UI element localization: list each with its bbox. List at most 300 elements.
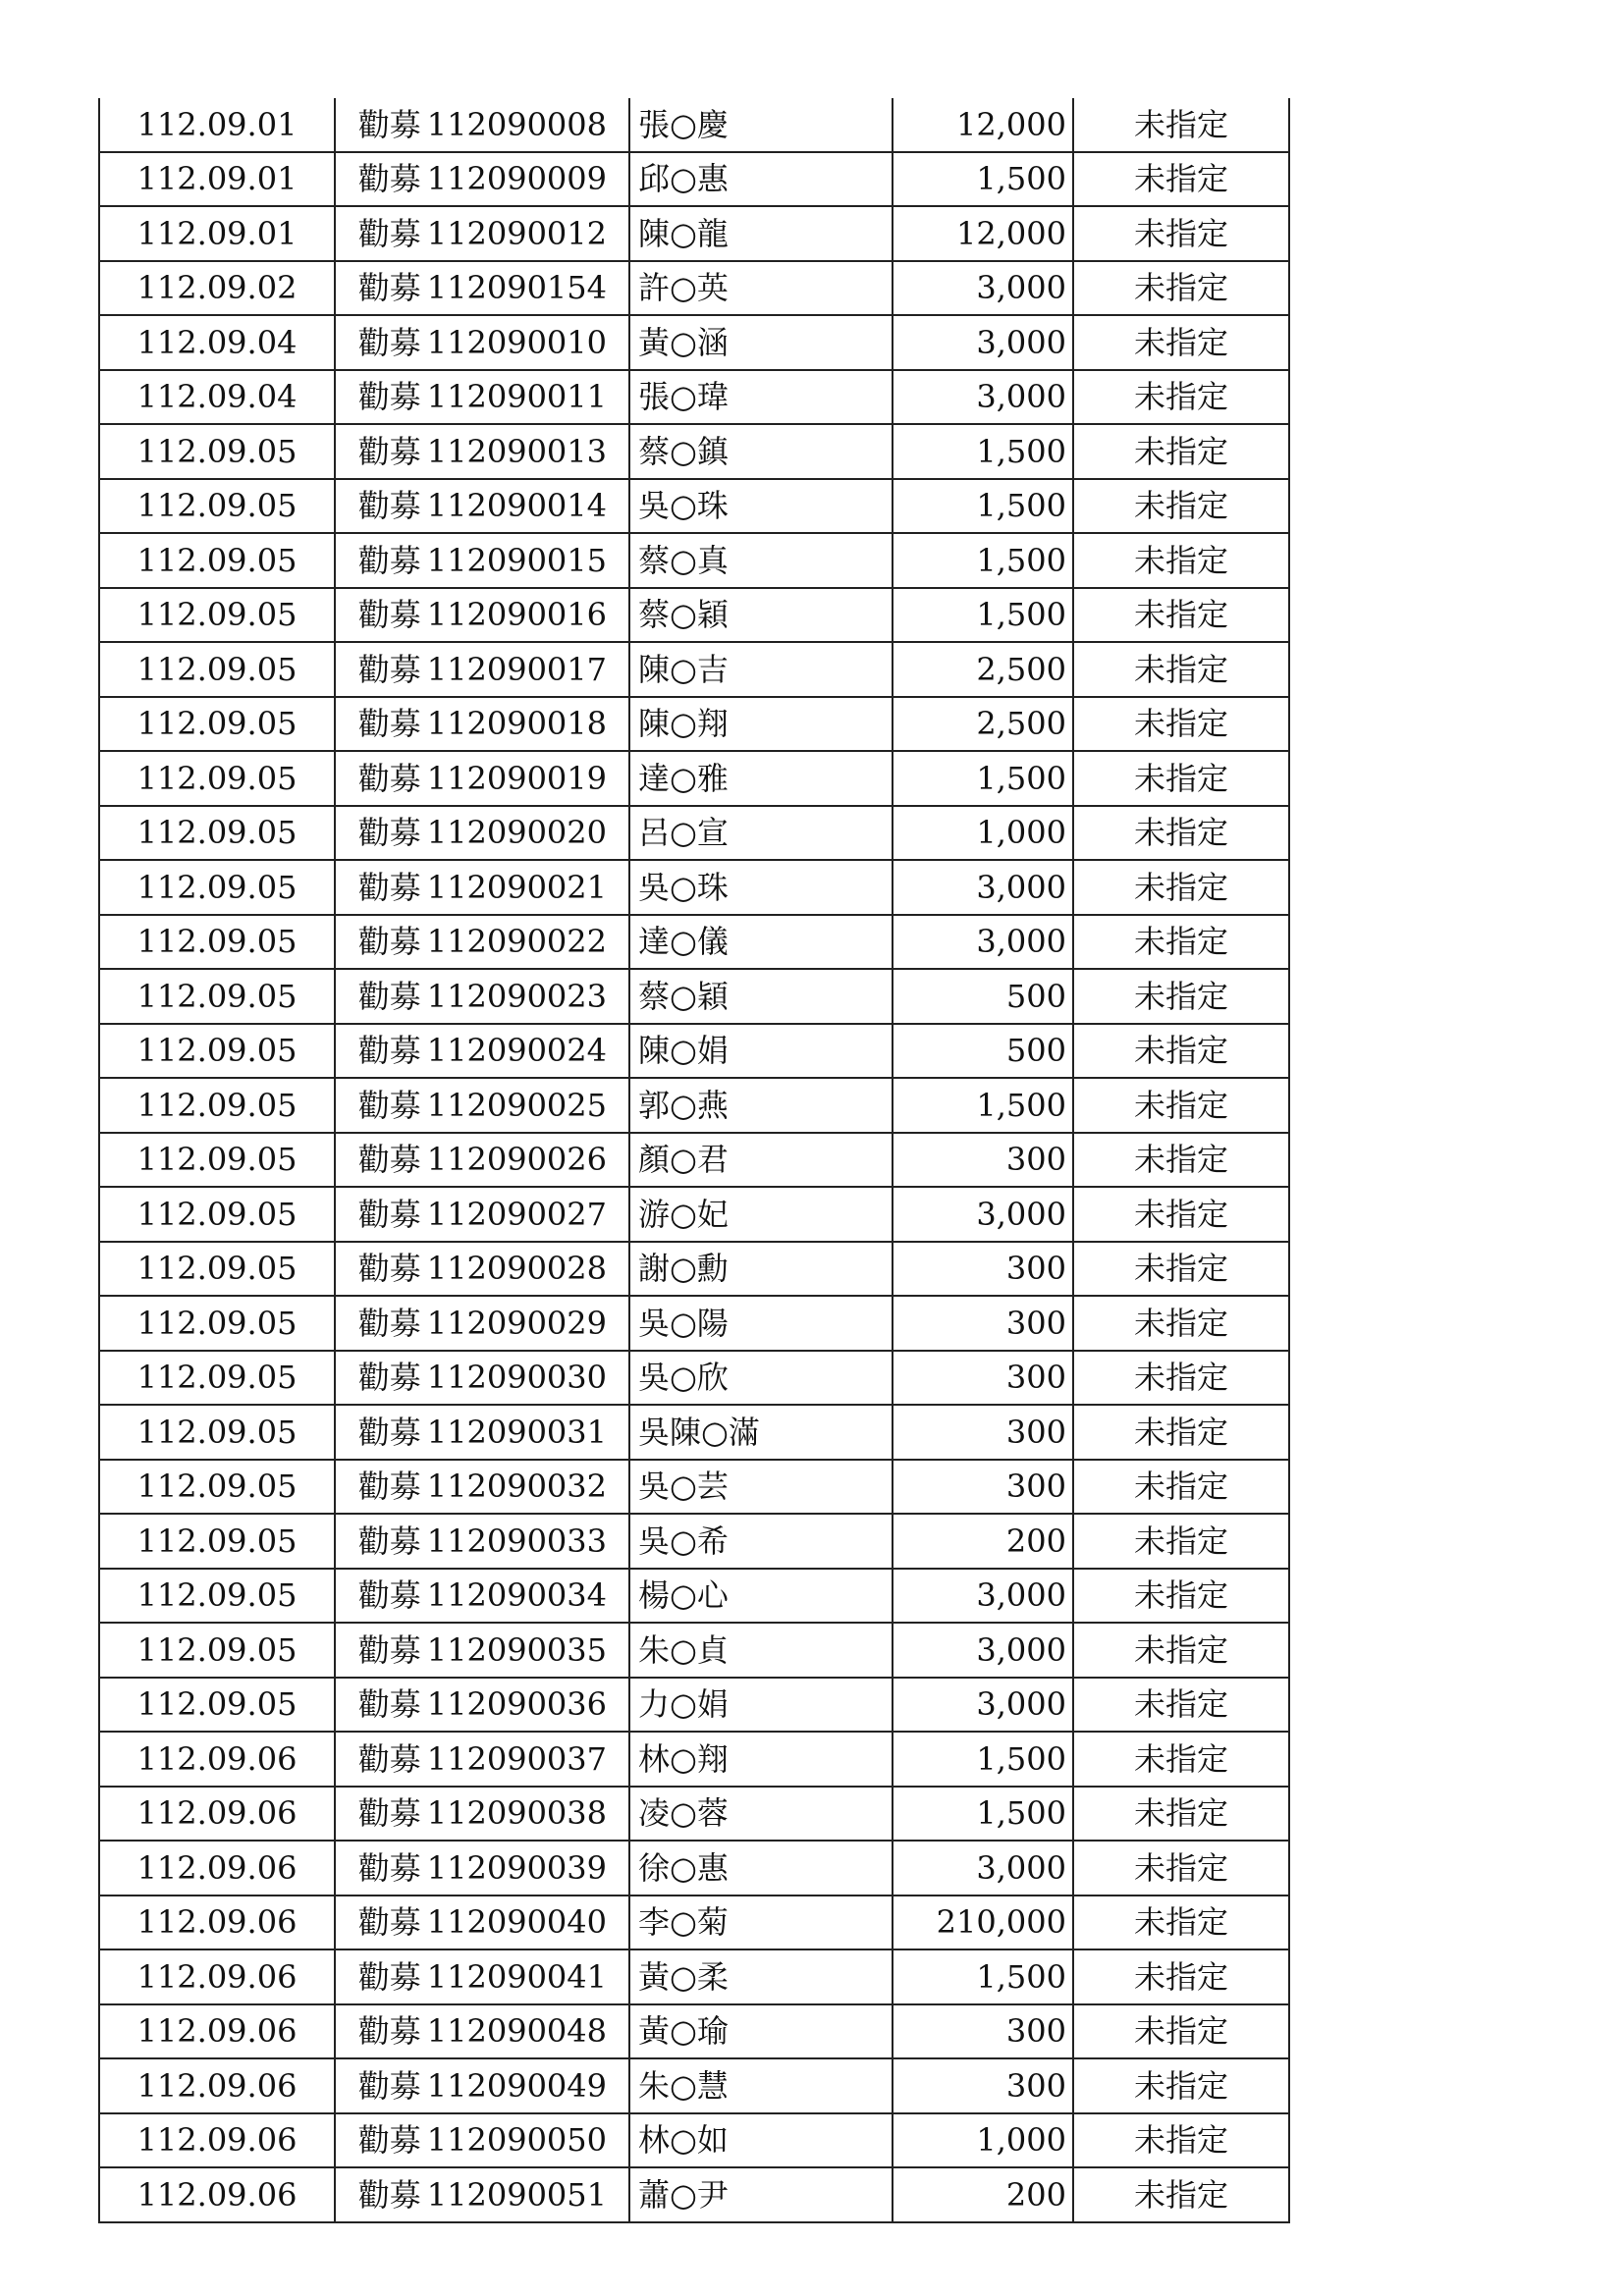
receipt-number-cell — [335, 370, 629, 425]
designation-cell: 未指定 — [1073, 206, 1289, 261]
receipt-prefix: 勸募 — [357, 814, 421, 852]
designation-cell: 未指定 — [1073, 1024, 1289, 1079]
designation-cell: 未指定 — [1073, 1787, 1289, 1842]
receipt-prefix: 勸募 — [357, 323, 421, 361]
receipt-prefix: 勸募 — [357, 596, 421, 634]
donation-date-cell: 112.09.05 — [99, 1024, 335, 1079]
table-row — [99, 1133, 1289, 1188]
donor-name-cell: 達○儀 — [629, 915, 893, 970]
donor-name-cell: 許○英 — [629, 261, 893, 316]
donation-amount-cell: 12,000 — [893, 206, 1073, 261]
designation-cell: 未指定 — [1073, 1405, 1289, 1460]
receipt-prefix: 勸募 — [357, 923, 421, 961]
donation-amount-cell: 300 — [893, 1405, 1073, 1460]
donation-date-cell: 112.09.06 — [99, 1787, 335, 1842]
donation-date-cell: 112.09.06 — [99, 1949, 335, 2004]
donation-amount-cell: 1,500 — [893, 479, 1073, 534]
donor-name-cell: 朱○慧 — [629, 2058, 893, 2113]
donation-amount-cell: 3,000 — [893, 1623, 1073, 1678]
receipt-number-cell — [335, 1296, 629, 1351]
table-row — [99, 1678, 1289, 1733]
donation-date-cell: 112.09.06 — [99, 2113, 335, 2168]
table-row — [99, 152, 1289, 207]
receipt-prefix: 勸募 — [357, 1630, 421, 1669]
donation-date-cell: 112.09.05 — [99, 697, 335, 752]
receipt-number: 112090030 — [426, 1359, 607, 1397]
table-row — [99, 806, 1289, 861]
designation-cell: 未指定 — [1073, 98, 1289, 152]
donation-amount-cell: 210,000 — [893, 1896, 1073, 1950]
donation-amount-cell: 1,000 — [893, 806, 1073, 861]
receipt-prefix: 勸募 — [357, 977, 421, 1015]
receipt-number: 112090032 — [426, 1468, 607, 1506]
donation-amount-cell: 12,000 — [893, 98, 1073, 152]
donation-date-cell: 112.09.05 — [99, 1623, 335, 1678]
receipt-number-cell — [335, 1896, 629, 1950]
receipt-number-cell — [335, 860, 629, 915]
receipt-prefix: 勸募 — [357, 1685, 421, 1724]
receipt-number-cell — [335, 206, 629, 261]
designation-cell: 未指定 — [1073, 969, 1289, 1024]
receipt-number: 112090050 — [426, 2121, 607, 2160]
table-row — [99, 1949, 1289, 2004]
receipt-number-cell — [335, 806, 629, 861]
donation-date-cell: 112.09.05 — [99, 1242, 335, 1297]
table-row — [99, 1296, 1289, 1351]
receipt-number-cell — [335, 697, 629, 752]
receipt-number: 112090031 — [426, 1413, 607, 1451]
receipt-number: 112090039 — [426, 1848, 607, 1887]
donation-amount-cell: 300 — [893, 1351, 1073, 1406]
donation-amount-cell: 3,000 — [893, 1841, 1073, 1896]
receipt-number-cell — [335, 642, 629, 697]
ledger-body — [99, 98, 1289, 2222]
table-row — [99, 2113, 1289, 2168]
table-row — [99, 588, 1289, 643]
receipt-number-cell — [335, 1351, 629, 1406]
receipt-prefix: 勸募 — [357, 1304, 421, 1342]
donation-amount-cell: 1,500 — [893, 533, 1073, 588]
donor-name-cell: 徐○惠 — [629, 1841, 893, 1896]
designation-cell: 未指定 — [1073, 1949, 1289, 2004]
receipt-number-cell — [335, 1514, 629, 1569]
donation-date-cell: 112.09.06 — [99, 2167, 335, 2222]
receipt-number: 112090028 — [426, 1250, 607, 1288]
receipt-number-cell — [335, 2113, 629, 2168]
designation-cell: 未指定 — [1073, 1296, 1289, 1351]
designation-cell: 未指定 — [1073, 261, 1289, 316]
receipt-number: 112090017 — [426, 650, 607, 688]
donor-name-cell: 楊○心 — [629, 1569, 893, 1624]
donation-date-cell: 112.09.01 — [99, 206, 335, 261]
donation-date-cell: 112.09.05 — [99, 1133, 335, 1188]
donation-date-cell: 112.09.05 — [99, 479, 335, 534]
table-row — [99, 533, 1289, 588]
receipt-number: 112090015 — [426, 541, 607, 579]
designation-cell: 未指定 — [1073, 533, 1289, 588]
receipt-prefix: 勸募 — [357, 1739, 421, 1778]
donation-date-cell: 112.09.02 — [99, 261, 335, 316]
donation-date-cell: 112.09.06 — [99, 1732, 335, 1787]
receipt-prefix: 勸募 — [357, 1413, 421, 1451]
receipt-number: 112090051 — [426, 2175, 607, 2214]
designation-cell: 未指定 — [1073, 2113, 1289, 2168]
donation-amount-cell: 3,000 — [893, 1678, 1073, 1733]
receipt-prefix: 勸募 — [357, 1903, 421, 1942]
donation-date-cell: 112.09.05 — [99, 424, 335, 479]
designation-cell: 未指定 — [1073, 1460, 1289, 1515]
table-row — [99, 860, 1289, 915]
receipt-prefix: 勸募 — [357, 1032, 421, 1070]
receipt-number-cell — [335, 588, 629, 643]
receipt-prefix: 勸募 — [357, 2012, 421, 2051]
donor-name-cell: 陳○翔 — [629, 697, 893, 752]
table-row — [99, 2058, 1289, 2113]
receipt-prefix: 勸募 — [357, 541, 421, 579]
donor-name-cell: 陳○娟 — [629, 1024, 893, 1079]
donation-date-cell: 112.09.05 — [99, 642, 335, 697]
receipt-number: 112090018 — [426, 705, 607, 743]
table-row — [99, 370, 1289, 425]
receipt-number-cell — [335, 751, 629, 806]
table-row — [99, 1187, 1289, 1242]
receipt-number: 112090019 — [426, 759, 607, 797]
receipt-number: 112090034 — [426, 1576, 607, 1615]
donation-amount-cell: 1,000 — [893, 2113, 1073, 2168]
table-row — [99, 915, 1289, 970]
donation-amount-cell: 1,500 — [893, 588, 1073, 643]
receipt-prefix: 勸募 — [357, 105, 421, 143]
designation-cell: 未指定 — [1073, 1514, 1289, 1569]
receipt-number-cell — [335, 424, 629, 479]
receipt-prefix: 勸募 — [357, 1141, 421, 1179]
receipt-prefix: 勸募 — [357, 432, 421, 470]
donation-amount-cell: 300 — [893, 1460, 1073, 1515]
receipt-number: 112090026 — [426, 1141, 607, 1179]
donation-date-cell: 112.09.06 — [99, 2004, 335, 2059]
table-row — [99, 1514, 1289, 1569]
donation-date-cell: 112.09.05 — [99, 860, 335, 915]
receipt-number-cell — [335, 1949, 629, 2004]
designation-cell: 未指定 — [1073, 1841, 1289, 1896]
designation-cell: 未指定 — [1073, 860, 1289, 915]
table-row — [99, 206, 1289, 261]
receipt-prefix: 勸募 — [357, 2121, 421, 2160]
donation-ledger-table — [98, 98, 1290, 2223]
designation-cell: 未指定 — [1073, 2004, 1289, 2059]
receipt-prefix: 勸募 — [357, 1086, 421, 1124]
receipt-prefix: 勸募 — [357, 2175, 421, 2214]
donor-name-cell: 吳○陽 — [629, 1296, 893, 1351]
designation-cell: 未指定 — [1073, 1732, 1289, 1787]
table-row — [99, 1405, 1289, 1460]
receipt-prefix: 勸募 — [357, 868, 421, 906]
donation-date-cell: 112.09.05 — [99, 751, 335, 806]
donation-date-cell: 112.09.05 — [99, 533, 335, 588]
donor-name-cell: 邱○惠 — [629, 152, 893, 207]
donation-amount-cell: 300 — [893, 2004, 1073, 2059]
designation-cell: 未指定 — [1073, 1351, 1289, 1406]
donation-amount-cell: 300 — [893, 2058, 1073, 2113]
donor-name-cell: 游○妃 — [629, 1187, 893, 1242]
donor-name-cell: 張○慶 — [629, 98, 893, 152]
receipt-number: 112090025 — [426, 1086, 607, 1124]
donation-date-cell: 112.09.05 — [99, 1187, 335, 1242]
receipt-prefix: 勸募 — [357, 1957, 421, 1996]
receipt-number: 112090008 — [426, 105, 607, 143]
donation-date-cell: 112.09.05 — [99, 1460, 335, 1515]
donor-name-cell: 吳○芸 — [629, 1460, 893, 1515]
donor-name-cell: 顏○君 — [629, 1133, 893, 1188]
designation-cell: 未指定 — [1073, 1678, 1289, 1733]
receipt-number-cell — [335, 152, 629, 207]
receipt-number: 112090027 — [426, 1195, 607, 1233]
donation-date-cell: 112.09.05 — [99, 588, 335, 643]
table-row — [99, 1787, 1289, 1842]
donor-name-cell: 蔡○真 — [629, 533, 893, 588]
donation-date-cell: 112.09.05 — [99, 915, 335, 970]
receipt-number-cell — [335, 2058, 629, 2113]
table-row — [99, 1351, 1289, 1406]
receipt-number-cell — [335, 533, 629, 588]
donation-amount-cell: 3,000 — [893, 915, 1073, 970]
receipt-number-cell — [335, 1187, 629, 1242]
donor-name-cell: 陳○吉 — [629, 642, 893, 697]
donation-date-cell: 112.09.05 — [99, 1078, 335, 1133]
receipt-number: 112090010 — [426, 323, 607, 361]
donation-amount-cell: 500 — [893, 1024, 1073, 1079]
donor-name-cell: 郭○燕 — [629, 1078, 893, 1133]
donation-amount-cell: 300 — [893, 1133, 1073, 1188]
receipt-number: 112090038 — [426, 1794, 607, 1833]
receipt-prefix: 勸募 — [357, 1250, 421, 1288]
designation-cell: 未指定 — [1073, 1242, 1289, 1297]
donor-name-cell: 吳○珠 — [629, 479, 893, 534]
receipt-number: 112090024 — [426, 1032, 607, 1070]
designation-cell: 未指定 — [1073, 370, 1289, 425]
donation-date-cell: 112.09.05 — [99, 1405, 335, 1460]
receipt-number: 112090029 — [426, 1304, 607, 1342]
donor-name-cell: 呂○宣 — [629, 806, 893, 861]
designation-cell: 未指定 — [1073, 2167, 1289, 2222]
table-row — [99, 697, 1289, 752]
donation-date-cell: 112.09.05 — [99, 1296, 335, 1351]
donation-amount-cell: 1,500 — [893, 751, 1073, 806]
receipt-prefix: 勸募 — [357, 269, 421, 307]
table-row — [99, 1460, 1289, 1515]
donor-name-cell: 蔡○鎮 — [629, 424, 893, 479]
table-row — [99, 2004, 1289, 2059]
receipt-number-cell — [335, 1133, 629, 1188]
receipt-number: 112090023 — [426, 977, 607, 1015]
receipt-number-cell — [335, 1078, 629, 1133]
receipt-number-cell — [335, 1405, 629, 1460]
receipt-number-cell — [335, 915, 629, 970]
donor-name-cell: 黃○瑜 — [629, 2004, 893, 2059]
designation-cell: 未指定 — [1073, 424, 1289, 479]
designation-cell: 未指定 — [1073, 1133, 1289, 1188]
donation-date-cell: 112.09.04 — [99, 370, 335, 425]
table-row — [99, 1896, 1289, 1950]
table-row — [99, 1623, 1289, 1678]
receipt-number: 112090037 — [426, 1739, 607, 1778]
designation-cell: 未指定 — [1073, 1078, 1289, 1133]
donation-date-cell: 112.09.05 — [99, 969, 335, 1024]
donation-date-cell: 112.09.05 — [99, 1351, 335, 1406]
donation-date-cell: 112.09.06 — [99, 1841, 335, 1896]
donation-amount-cell: 3,000 — [893, 315, 1073, 370]
donation-amount-cell: 3,000 — [893, 1187, 1073, 1242]
donation-date-cell: 112.09.06 — [99, 2058, 335, 2113]
designation-cell: 未指定 — [1073, 751, 1289, 806]
designation-cell: 未指定 — [1073, 315, 1289, 370]
donation-amount-cell: 2,500 — [893, 697, 1073, 752]
donor-name-cell: 謝○勳 — [629, 1242, 893, 1297]
donor-name-cell: 蔡○穎 — [629, 588, 893, 643]
receipt-prefix: 勸募 — [357, 1359, 421, 1397]
designation-cell: 未指定 — [1073, 642, 1289, 697]
receipt-number-cell — [335, 969, 629, 1024]
donation-date-cell: 112.09.05 — [99, 1569, 335, 1624]
table-row — [99, 424, 1289, 479]
donation-amount-cell: 1,500 — [893, 424, 1073, 479]
receipt-number-cell — [335, 1024, 629, 1079]
receipt-number: 112090035 — [426, 1630, 607, 1669]
donor-name-cell: 林○如 — [629, 2113, 893, 2168]
receipt-number-cell — [335, 1460, 629, 1515]
donation-amount-cell: 1,500 — [893, 1078, 1073, 1133]
receipt-number-cell — [335, 1569, 629, 1624]
receipt-prefix: 勸募 — [357, 1468, 421, 1506]
donation-amount-cell: 3,000 — [893, 860, 1073, 915]
donation-amount-cell: 1,500 — [893, 1732, 1073, 1787]
donation-amount-cell: 200 — [893, 2167, 1073, 2222]
designation-cell: 未指定 — [1073, 1569, 1289, 1624]
designation-cell: 未指定 — [1073, 479, 1289, 534]
receipt-number: 112090154 — [426, 269, 607, 307]
receipt-prefix: 勸募 — [357, 2066, 421, 2105]
receipt-prefix: 勸募 — [357, 650, 421, 688]
receipt-prefix: 勸募 — [357, 214, 421, 252]
donation-amount-cell: 500 — [893, 969, 1073, 1024]
receipt-number-cell — [335, 1787, 629, 1842]
donation-amount-cell: 2,500 — [893, 642, 1073, 697]
receipt-number: 112090049 — [426, 2066, 607, 2105]
receipt-number-cell — [335, 1841, 629, 1896]
donation-amount-cell: 1,500 — [893, 1787, 1073, 1842]
receipt-number: 112090033 — [426, 1522, 607, 1560]
receipt-number: 112090013 — [426, 432, 607, 470]
table-row — [99, 1841, 1289, 1896]
table-row — [99, 642, 1289, 697]
donation-amount-cell: 3,000 — [893, 1569, 1073, 1624]
donor-name-cell: 吳○珠 — [629, 860, 893, 915]
receipt-number: 112090011 — [426, 378, 607, 416]
receipt-number: 112090012 — [426, 214, 607, 252]
receipt-number-cell — [335, 1242, 629, 1297]
table-row — [99, 1569, 1289, 1624]
receipt-number: 112090040 — [426, 1903, 607, 1942]
receipt-number-cell — [335, 315, 629, 370]
receipt-number-cell — [335, 2167, 629, 2222]
donor-name-cell: 達○雅 — [629, 751, 893, 806]
table-row — [99, 1242, 1289, 1297]
donation-amount-cell: 300 — [893, 1296, 1073, 1351]
receipt-prefix: 勸募 — [357, 1195, 421, 1233]
receipt-number: 112090020 — [426, 814, 607, 852]
receipt-number-cell — [335, 479, 629, 534]
donation-amount-cell: 3,000 — [893, 370, 1073, 425]
receipt-number-cell — [335, 1678, 629, 1733]
table-row — [99, 751, 1289, 806]
receipt-prefix: 勸募 — [357, 1848, 421, 1887]
donor-name-cell: 張○瑋 — [629, 370, 893, 425]
donation-date-cell: 112.09.05 — [99, 1678, 335, 1733]
designation-cell: 未指定 — [1073, 915, 1289, 970]
donor-name-cell: 黃○柔 — [629, 1949, 893, 2004]
donor-name-cell: 吳○希 — [629, 1514, 893, 1569]
designation-cell: 未指定 — [1073, 1623, 1289, 1678]
table-row — [99, 479, 1289, 534]
receipt-number: 112090009 — [426, 160, 607, 198]
donor-name-cell: 林○翔 — [629, 1732, 893, 1787]
donor-name-cell: 力○娟 — [629, 1678, 893, 1733]
donor-name-cell: 蔡○穎 — [629, 969, 893, 1024]
receipt-prefix: 勸募 — [357, 378, 421, 416]
designation-cell: 未指定 — [1073, 697, 1289, 752]
table-row — [99, 261, 1289, 316]
table-row — [99, 2167, 1289, 2222]
donation-date-cell: 112.09.01 — [99, 152, 335, 207]
designation-cell: 未指定 — [1073, 806, 1289, 861]
donation-amount-cell: 1,500 — [893, 152, 1073, 207]
receipt-number-cell — [335, 98, 629, 152]
receipt-number: 112090022 — [426, 923, 607, 961]
donor-name-cell: 李○菊 — [629, 1896, 893, 1950]
table-row — [99, 1078, 1289, 1133]
receipt-number-cell — [335, 1623, 629, 1678]
donation-date-cell: 112.09.05 — [99, 806, 335, 861]
donor-name-cell: 吳陳○滿 — [629, 1405, 893, 1460]
donation-date-cell: 112.09.06 — [99, 1896, 335, 1950]
donation-amount-cell: 200 — [893, 1514, 1073, 1569]
donation-date-cell: 112.09.04 — [99, 315, 335, 370]
designation-cell: 未指定 — [1073, 588, 1289, 643]
receipt-number: 112090021 — [426, 868, 607, 906]
designation-cell: 未指定 — [1073, 1896, 1289, 1950]
receipt-prefix: 勸募 — [357, 705, 421, 743]
table-row — [99, 315, 1289, 370]
table-row — [99, 98, 1289, 152]
table-row — [99, 969, 1289, 1024]
donation-amount-cell: 1,500 — [893, 1949, 1073, 2004]
donor-name-cell: 蕭○尹 — [629, 2167, 893, 2222]
donation-date-cell: 112.09.05 — [99, 1514, 335, 1569]
receipt-number: 112090041 — [426, 1957, 607, 1996]
donation-amount-cell: 3,000 — [893, 261, 1073, 316]
donation-date-cell: 112.09.01 — [99, 98, 335, 152]
designation-cell: 未指定 — [1073, 2058, 1289, 2113]
receipt-number-cell — [335, 1732, 629, 1787]
receipt-number: 112090016 — [426, 596, 607, 634]
donor-name-cell: 黃○涵 — [629, 315, 893, 370]
donor-name-cell: 凌○蓉 — [629, 1787, 893, 1842]
table-row — [99, 1732, 1289, 1787]
receipt-number-cell — [335, 261, 629, 316]
donor-name-cell: 陳○龍 — [629, 206, 893, 261]
donor-name-cell: 朱○貞 — [629, 1623, 893, 1678]
receipt-number: 112090014 — [426, 487, 607, 525]
